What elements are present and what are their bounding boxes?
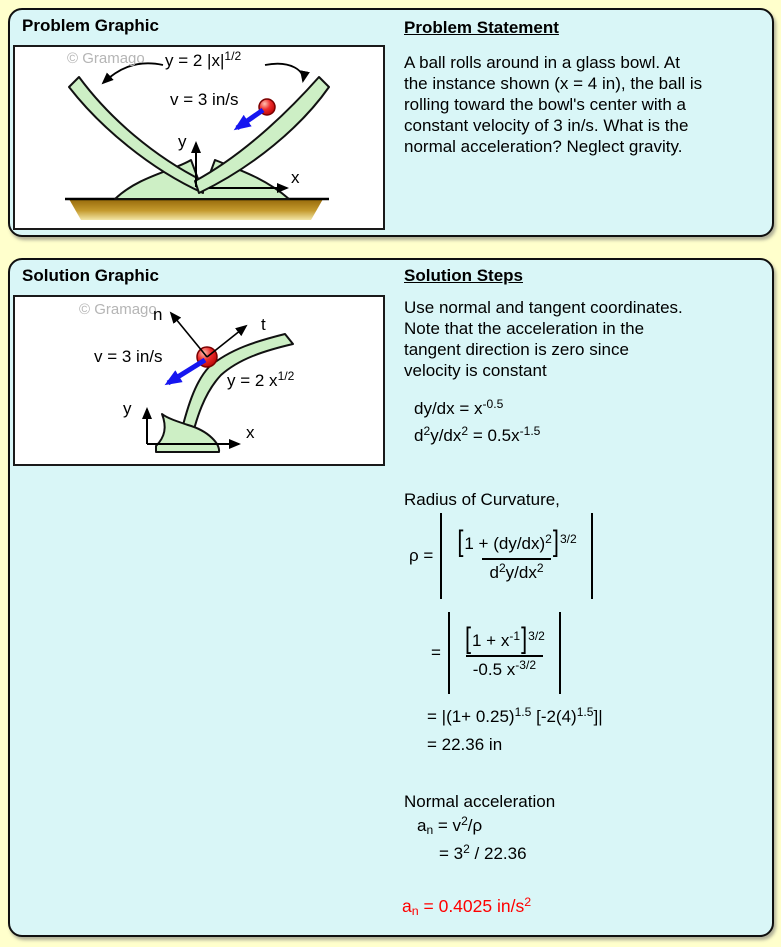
n-axis-label: n: [153, 305, 163, 324]
problem-statement-text: [404, 52, 702, 157]
rho-result-line: = 22.36 in: [427, 735, 503, 754]
x-axis-label: x: [291, 168, 300, 187]
velocity-label: v = 3 in/s: [170, 90, 239, 109]
velocity-label: v = 3 in/s: [94, 347, 163, 366]
t-axis-label: t: [261, 315, 266, 334]
nt-diagram: [15, 297, 383, 464]
text-line: Note that the acceleration in the: [404, 319, 645, 338]
velocity-arrow: [237, 110, 263, 128]
abs-bar: [440, 513, 442, 599]
denominator: $d^2y/dx^2$: [482, 558, 550, 583]
fraction: [457, 620, 552, 680]
an-equation: $a_n = v^2/\rho$: [417, 814, 483, 838]
solution-intro-text: [404, 297, 683, 381]
solution-graphic-box: [13, 295, 385, 466]
text-line: rolling toward the bowl's center with a: [404, 95, 686, 114]
text-line: tangent direction is zero since: [404, 340, 629, 359]
problem-graphic-box: [13, 45, 385, 230]
y-axis-label: y: [178, 132, 187, 151]
problem-statement-title: Problem Statement: [404, 18, 559, 37]
rho-equation: [409, 513, 593, 599]
n-axis-arrow: [171, 313, 207, 357]
curve-equation-label: y = 2 $x^{1/2}$: [227, 369, 295, 390]
text-line: velocity is constant: [404, 361, 547, 380]
rho-substituted-equation: [431, 612, 561, 694]
text-line: constant velocity of 3 in/s. What is the: [404, 116, 689, 135]
derivative-2: $d^2y/dx^2 = 0.5x^{-1.5}$: [414, 424, 541, 445]
watermark: © Gramago: [67, 50, 145, 67]
abs-bar: [591, 513, 593, 599]
problem-panel: [8, 8, 774, 237]
abs-bar: [559, 612, 561, 694]
rho-evaluated-line: = $|(1+ 0.25)^{1.5}$ $[-2(4)^{1.5}]|$: [427, 705, 603, 726]
text-line: normal acceleration? Neglect gravity.: [404, 137, 683, 156]
solution-steps-title: Solution Steps: [404, 266, 523, 285]
x-axis-label: x: [246, 423, 255, 442]
ground: [69, 199, 323, 220]
abs-bar: [448, 612, 450, 694]
label-arrow-right: [265, 64, 303, 81]
fraction: [449, 523, 583, 583]
watermark: © Gramago: [79, 301, 157, 318]
normal-acceleration-heading: Normal acceleration: [404, 792, 556, 811]
denominator: -0.5 $x^{-3/2}$: [466, 655, 543, 680]
y-axis-label: y: [123, 399, 132, 418]
problem-graphic-title: Problem Graphic: [22, 16, 159, 35]
solution-panel: [8, 258, 774, 937]
radius-of-curvature-heading: Radius of Curvature,: [404, 490, 560, 509]
final-answer: $a_n = 0.4025$ $in/s^2$: [402, 895, 532, 919]
text-line: the instance shown (x = 4 in), the ball is: [404, 74, 703, 93]
an-substituted: = $3^2 / 22.36$: [439, 842, 527, 863]
equation-lhs: =: [431, 643, 441, 662]
text-line: A ball rolls around in a glass bowl. At: [404, 53, 680, 72]
numerator: $[1 + (dy/dx)^2]^{3/2}$: [457, 523, 577, 558]
equation-lhs: ρ =: [409, 546, 434, 565]
text-line: Use normal and tangent coordinates.: [404, 298, 683, 317]
numerator: $[1 + x^{-1}]^{3/2}$: [464, 620, 545, 655]
curve-equation-label: y = 2 $|x|^{1/2}$: [165, 49, 242, 70]
solution-graphic-title: Solution Graphic: [22, 266, 159, 285]
bowl-diagram: [15, 47, 383, 228]
derivative-1: $dy/dx = x^{-0.5}$: [414, 397, 504, 418]
